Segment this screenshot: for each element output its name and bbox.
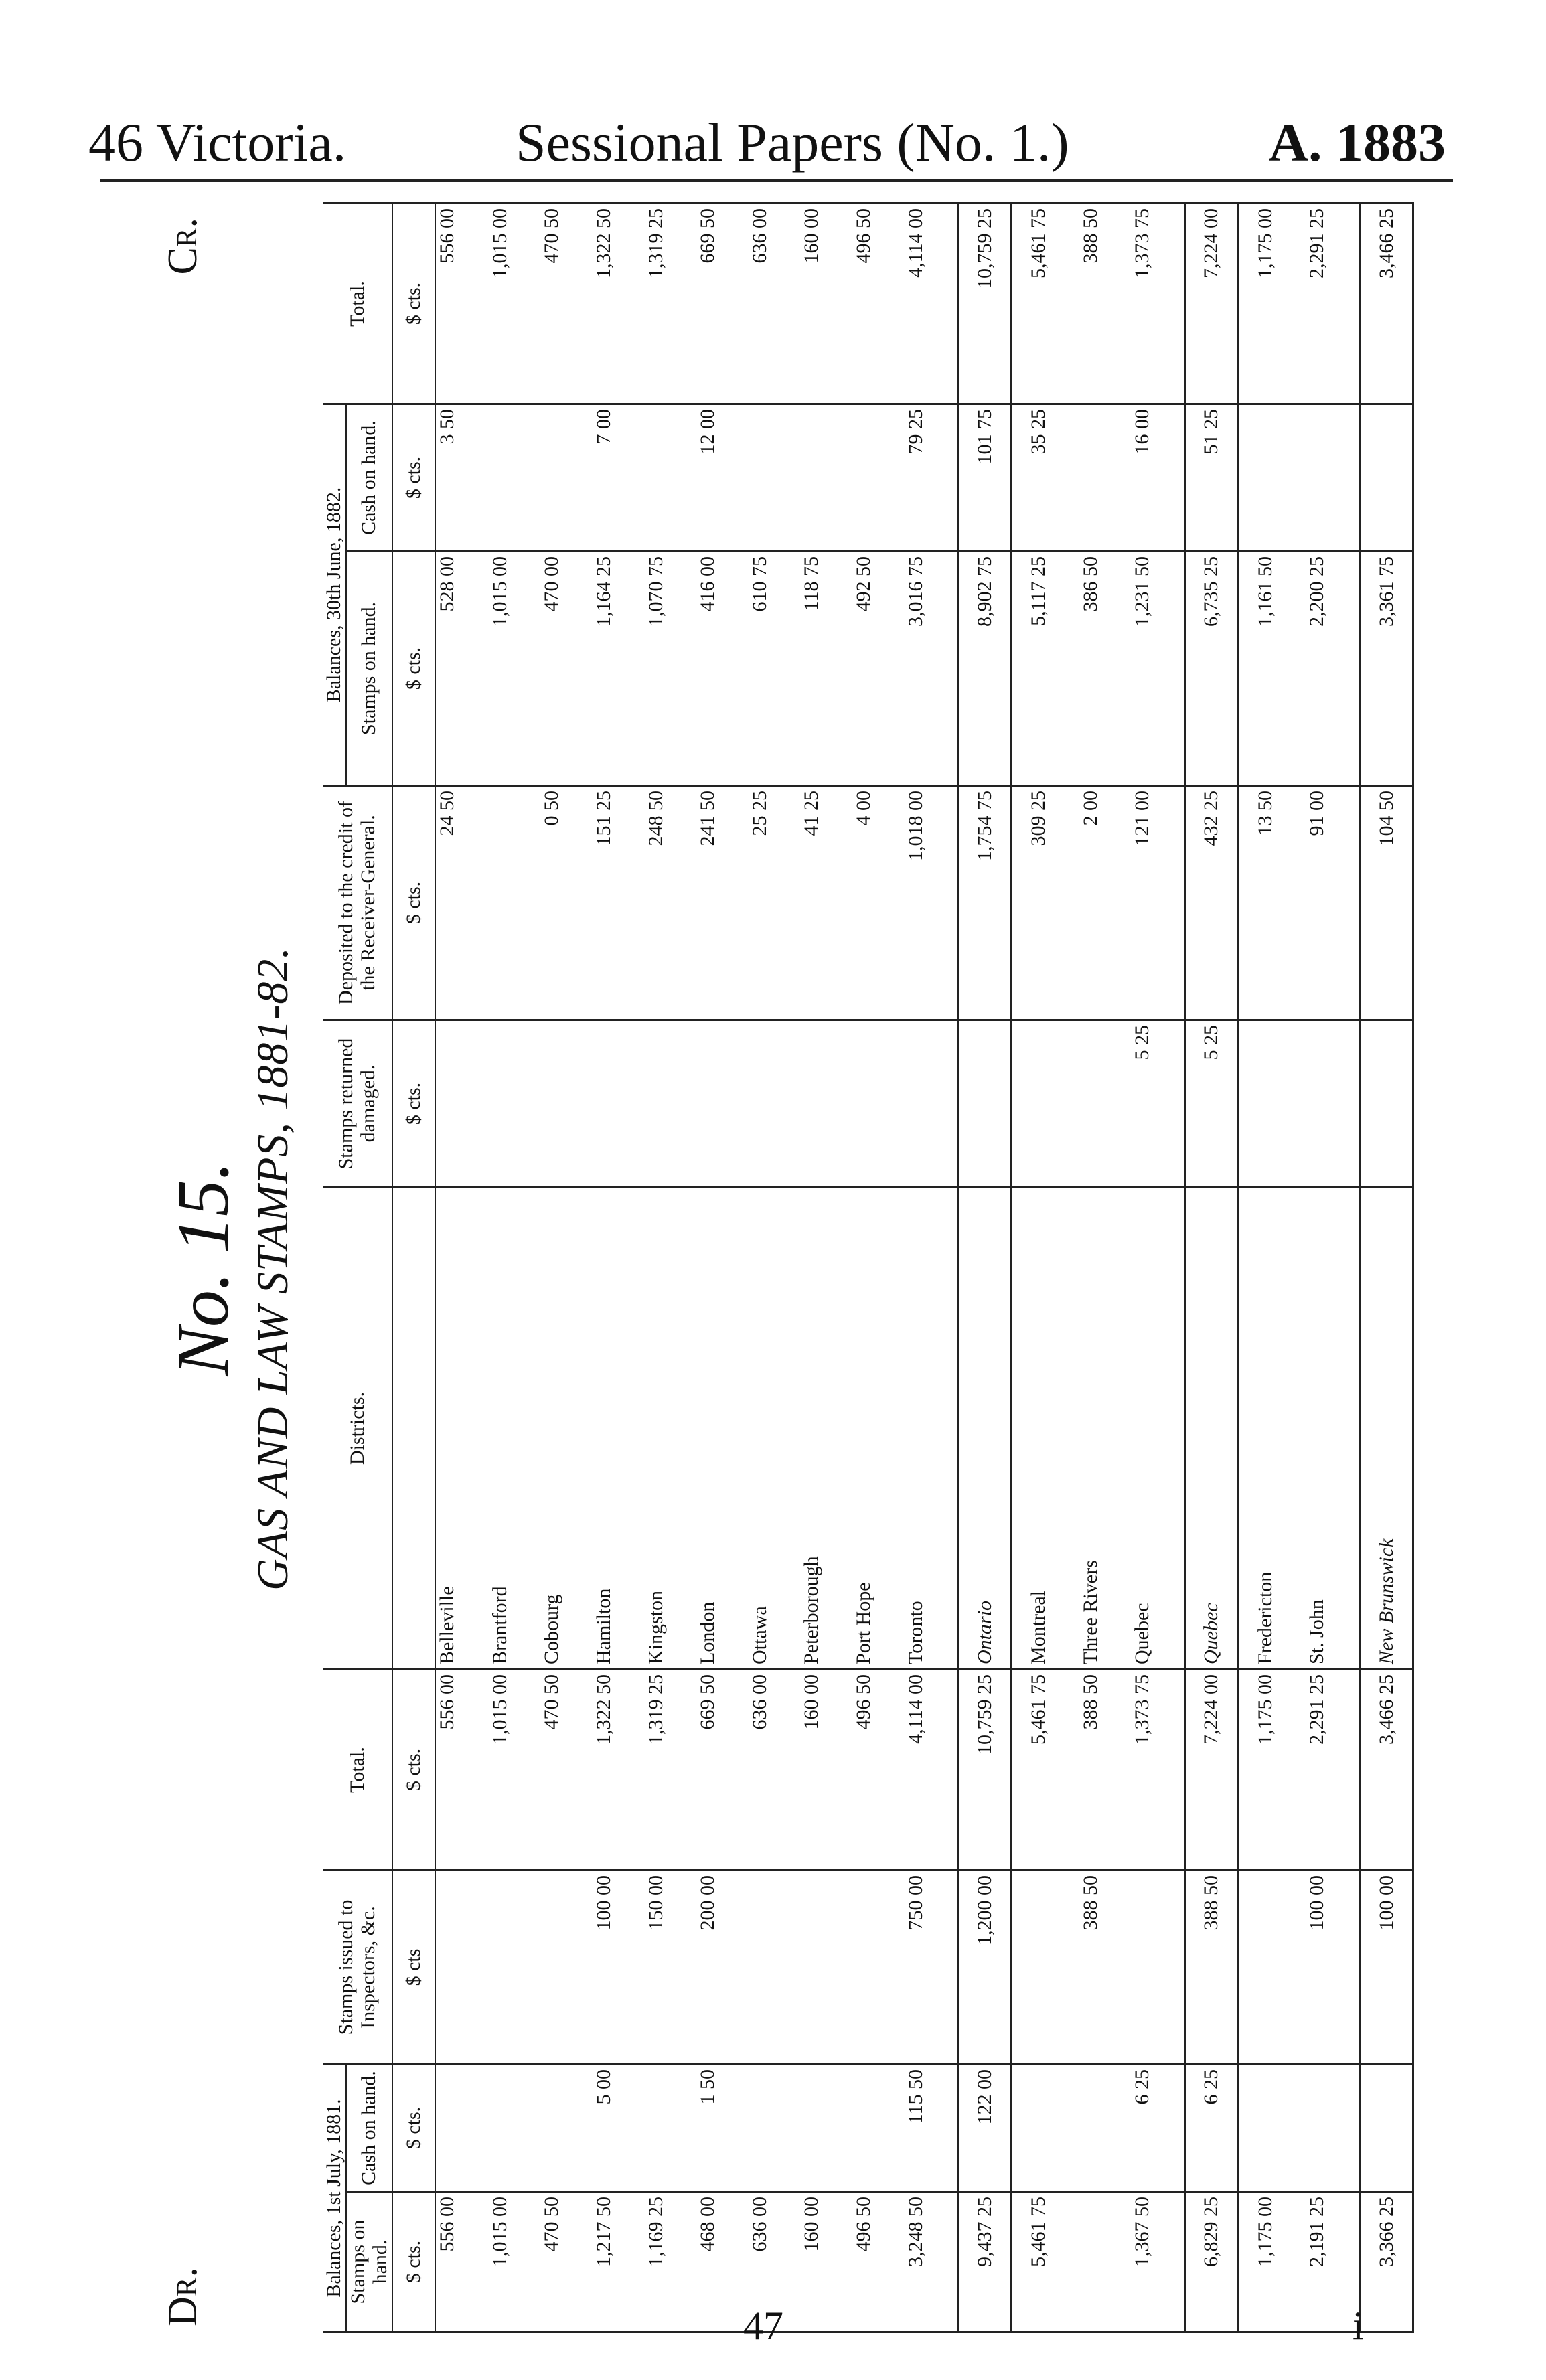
cell-dep: 121 00 — [1131, 785, 1185, 1020]
cell-tot2: 1,319 25 — [645, 203, 697, 404]
unit-header: $ cts. — [392, 2192, 435, 2332]
page-header — [0, 0, 1546, 174]
cell-ecoh — [1254, 404, 1306, 551]
cell-tot2: 3,466 25 — [1361, 203, 1413, 404]
cell-esoh: 528 00 — [435, 551, 489, 785]
cell-dep: 13 50 — [1254, 785, 1306, 1020]
cell-tot2: 496 50 — [852, 203, 905, 404]
cell-coh — [1079, 2064, 1132, 2191]
cell-srd — [749, 1020, 801, 1187]
year-label: A. 1883 — [1268, 112, 1446, 173]
cell-coh — [1027, 2064, 1079, 2191]
cell-som: 1,217 50 — [593, 2192, 645, 2332]
province-total-row — [959, 203, 1012, 2332]
table-row — [905, 203, 959, 2332]
header-total: Total. — [323, 1669, 392, 1870]
header-cash-on-hand: Cash on hand. — [346, 2064, 392, 2191]
cell-ecoh — [852, 404, 905, 551]
table-row — [1131, 203, 1185, 2332]
cell-esoh: 118 75 — [800, 551, 852, 785]
cell-si — [852, 1870, 905, 2064]
table-row — [1254, 203, 1306, 2332]
cell-ecoh — [1306, 404, 1360, 551]
cell-srd — [645, 1020, 697, 1187]
cell-esoh: 3,361 75 — [1361, 551, 1413, 785]
cell-dep: 151 25 — [593, 785, 645, 1020]
cell-dep: 432 25 — [1185, 785, 1238, 1020]
cell-tot2: 1,373 75 — [1131, 203, 1185, 404]
cell-si — [749, 1870, 801, 2064]
table-row — [540, 203, 593, 2332]
cell-district: Toronto — [905, 1187, 959, 1669]
cell-tot: 10,759 25 — [959, 1669, 1012, 1870]
cell-dep: 104 50 — [1361, 785, 1413, 1020]
cell-si: 750 00 — [905, 1870, 959, 2064]
cell-coh: 115 50 — [905, 2064, 959, 2191]
cell-dep: 4 00 — [852, 785, 905, 1020]
signature-mark: i — [1352, 2304, 1364, 2348]
header-stamps-on-hand: Stamps on hand. — [346, 2192, 392, 2332]
cell-som: 556 00 — [435, 2192, 489, 2332]
cell-som: 3,366 25 — [1361, 2192, 1413, 2332]
cell-srd — [593, 1020, 645, 1187]
cell-tot2: 2,291 25 — [1306, 203, 1360, 404]
cell-dep: 0 50 — [540, 785, 593, 1020]
cell-si — [1131, 1870, 1185, 2064]
cell-som: 1,367 50 — [1131, 2192, 1185, 2332]
cell-esoh: 1,164 25 — [593, 551, 645, 785]
cell-district: Cobourg — [540, 1187, 593, 1669]
unit-header: $ cts. — [392, 1669, 435, 1870]
cell-dep: 1,018 00 — [905, 785, 959, 1020]
cell-som: 1,169 25 — [645, 2192, 697, 2332]
cell-tot: 556 00 — [435, 1669, 489, 1870]
cell-district: Quebec — [1131, 1187, 1185, 1669]
cell-tot2: 1,015 00 — [489, 203, 541, 404]
cell-district: Three Rivers — [1079, 1187, 1132, 1669]
cell-tot2: 160 00 — [800, 203, 852, 404]
cell-ecoh — [1079, 404, 1132, 551]
cell-esoh: 386 50 — [1079, 551, 1132, 785]
header-total-cr: Total. — [323, 203, 392, 404]
cell-srd — [489, 1020, 541, 1187]
cell-coh — [1306, 2064, 1360, 2191]
table-row — [749, 203, 801, 2332]
cell-district: New Brunswick — [1361, 1187, 1413, 1669]
cell-esoh: 6,735 25 — [1185, 551, 1238, 785]
cell-srd — [800, 1020, 852, 1187]
table-row — [696, 203, 749, 2332]
unit-header: $ cts. — [392, 404, 435, 551]
credit-label: Cr. — [160, 218, 206, 275]
header-stamps-returned: Stamps returned damaged. — [323, 1020, 392, 1187]
unit-header — [392, 1187, 435, 1669]
table-title: GAS AND LAW STAMPS, 1881-82. — [248, 947, 297, 1591]
cell-si: 100 00 — [1361, 1870, 1413, 2064]
cell-tot2: 556 00 — [435, 203, 489, 404]
cell-dep: 248 50 — [645, 785, 697, 1020]
cell-ecoh: 3 50 — [435, 404, 489, 551]
cell-ecoh: 7 00 — [593, 404, 645, 551]
header-stamps-issued: Stamps issued to Inspectors, &c. — [323, 1870, 392, 2064]
cell-srd — [1361, 1020, 1413, 1187]
cell-ecoh — [1361, 404, 1413, 551]
cell-tot2: 1,322 50 — [593, 203, 645, 404]
cell-coh — [540, 2064, 593, 2191]
cell-coh — [852, 2064, 905, 2191]
cell-district: Fredericton — [1254, 1187, 1306, 1669]
cell-tot: 7,224 00 — [1185, 1669, 1238, 1870]
cell-si: 100 00 — [593, 1870, 645, 2064]
cell-esoh: 492 50 — [852, 551, 905, 785]
rotated-ledger-page — [147, 204, 1419, 2333]
cell-esoh: 416 00 — [696, 551, 749, 785]
cell-tot: 3,466 25 — [1361, 1669, 1413, 1870]
cell-esoh: 610 75 — [749, 551, 801, 785]
cell-si — [540, 1870, 593, 2064]
cell-som: 470 50 — [540, 2192, 593, 2332]
header-balances-start: Balances, 1st July, 1881. — [323, 2064, 346, 2332]
cell-coh — [1361, 2064, 1413, 2191]
cell-srd — [1306, 1020, 1360, 1187]
cell-tot2: 669 50 — [696, 203, 749, 404]
cell-tot: 2,291 25 — [1306, 1669, 1360, 1870]
cell-som — [1079, 2192, 1132, 2332]
cell-tot2: 636 00 — [749, 203, 801, 404]
cell-district: Hamilton — [593, 1187, 645, 1669]
cell-tot: 388 50 — [1079, 1669, 1132, 1870]
cell-srd — [540, 1020, 593, 1187]
cell-si: 1,200 00 — [959, 1870, 1012, 2064]
cell-som: 3,248 50 — [905, 2192, 959, 2332]
cell-tot: 160 00 — [800, 1669, 852, 1870]
spacer-row — [1012, 203, 1028, 2332]
cell-tot: 1,175 00 — [1254, 1669, 1306, 1870]
province-total-row — [1185, 203, 1238, 2332]
cell-coh — [1254, 2064, 1306, 2191]
cell-ecoh: 51 25 — [1185, 404, 1238, 551]
table-row — [435, 203, 489, 2332]
cell-si — [1254, 1870, 1306, 2064]
cell-som: 160 00 — [800, 2192, 852, 2332]
header-rule — [100, 179, 1453, 182]
cell-district: Ottawa — [749, 1187, 801, 1669]
cell-srd — [1079, 1020, 1132, 1187]
cell-coh — [435, 2064, 489, 2191]
header-districts: Districts. — [323, 1187, 392, 1669]
header-end-stamps-on-hand: Stamps on hand. — [346, 551, 392, 785]
cell-tot: 1,319 25 — [645, 1669, 697, 1870]
unit-header: $ cts. — [392, 551, 435, 785]
cell-esoh: 1,161 50 — [1254, 551, 1306, 785]
cell-esoh: 3,016 75 — [905, 551, 959, 785]
cell-si: 100 00 — [1306, 1870, 1360, 2064]
cell-som: 636 00 — [749, 2192, 801, 2332]
cell-srd — [905, 1020, 959, 1187]
cell-dep: 309 25 — [1027, 785, 1079, 1020]
cell-tot2: 7,224 00 — [1185, 203, 1238, 404]
unit-header: $ cts. — [392, 1020, 435, 1187]
cell-district: Quebec — [1185, 1187, 1238, 1669]
cell-dep: 1,754 75 — [959, 785, 1012, 1020]
cell-tot: 4,114 00 — [905, 1669, 959, 1870]
unit-header: $ cts. — [392, 2064, 435, 2191]
stamps-ledger-table — [323, 202, 1414, 2333]
cell-esoh: 5,117 25 — [1027, 551, 1079, 785]
cell-ecoh — [540, 404, 593, 551]
cell-coh — [489, 2064, 541, 2191]
cell-srd — [1254, 1020, 1306, 1187]
cell-district: Peterborough — [800, 1187, 852, 1669]
cell-si — [489, 1870, 541, 2064]
cell-district: Belleville — [435, 1187, 489, 1669]
cell-esoh: 1,231 50 — [1131, 551, 1185, 785]
table-row — [1027, 203, 1079, 2332]
table-row — [489, 203, 541, 2332]
debit-label: Dr. — [160, 2267, 206, 2326]
cell-tot: 470 50 — [540, 1669, 593, 1870]
header-end-cash-on-hand: Cash on hand. — [346, 404, 392, 551]
cell-tot2: 5,461 75 — [1027, 203, 1079, 404]
cell-esoh: 8,902 75 — [959, 551, 1012, 785]
cell-dep — [489, 785, 541, 1020]
table-row — [852, 203, 905, 2332]
province-total-row — [1361, 203, 1413, 2332]
page-number: 47 — [743, 2304, 783, 2348]
cell-coh — [645, 2064, 697, 2191]
cell-ecoh — [800, 404, 852, 551]
document-series: Sessional Papers (No. 1.) — [516, 112, 1069, 173]
unit-header: $ cts. — [392, 785, 435, 1020]
cell-som: 496 50 — [852, 2192, 905, 2332]
ledger-body — [435, 203, 1413, 2332]
cell-ecoh: 101 75 — [959, 404, 1012, 551]
cell-tot: 1,015 00 — [489, 1669, 541, 1870]
cell-district: Port Hope — [852, 1187, 905, 1669]
cell-tot: 496 50 — [852, 1669, 905, 1870]
cell-tot2: 470 50 — [540, 203, 593, 404]
cell-coh: 122 00 — [959, 2064, 1012, 2191]
cell-ecoh — [749, 404, 801, 551]
cell-ecoh: 16 00 — [1131, 404, 1185, 551]
cell-coh: 6 25 — [1185, 2064, 1238, 2191]
cell-ecoh — [645, 404, 697, 551]
cell-tot2: 388 50 — [1079, 203, 1132, 404]
cell-dep: 91 00 — [1306, 785, 1360, 1020]
cell-srd: 5 25 — [1185, 1020, 1238, 1187]
cell-coh: 6 25 — [1131, 2064, 1185, 2191]
spacer-row — [1238, 203, 1254, 2332]
table-row — [800, 203, 852, 2332]
cell-coh — [800, 2064, 852, 2191]
cell-si: 388 50 — [1079, 1870, 1132, 2064]
cell-srd — [435, 1020, 489, 1187]
cell-district: St. John — [1306, 1187, 1360, 1669]
cell-esoh: 2,200 25 — [1306, 551, 1360, 785]
cell-dep: 41 25 — [800, 785, 852, 1020]
cell-srd — [959, 1020, 1012, 1187]
header-balances-end: Balances, 30th June, 1882. — [323, 404, 346, 785]
cell-esoh: 470 00 — [540, 551, 593, 785]
cell-dep: 2 00 — [1079, 785, 1132, 1020]
table-row — [645, 203, 697, 2332]
cell-dep: 24 50 — [435, 785, 489, 1020]
cell-ecoh: 35 25 — [1027, 404, 1079, 551]
cell-som: 468 00 — [696, 2192, 749, 2332]
cell-som: 6,829 25 — [1185, 2192, 1238, 2332]
cell-dep: 241 50 — [696, 785, 749, 1020]
cell-tot: 5,461 75 — [1027, 1669, 1079, 1870]
cell-coh: 1 50 — [696, 2064, 749, 2191]
cell-tot: 636 00 — [749, 1669, 801, 1870]
cell-som: 2,191 25 — [1306, 2192, 1360, 2332]
cell-tot: 669 50 — [696, 1669, 749, 1870]
cell-si: 388 50 — [1185, 1870, 1238, 2064]
cell-srd: 5 25 — [1131, 1020, 1185, 1187]
cell-ecoh: 12 00 — [696, 404, 749, 551]
cell-som: 9,437 25 — [959, 2192, 1012, 2332]
cell-district: Brantford — [489, 1187, 541, 1669]
cell-tot: 1,322 50 — [593, 1669, 645, 1870]
cell-district: Montreal — [1027, 1187, 1079, 1669]
table-number: No. 15. — [162, 1161, 244, 1376]
cell-coh — [749, 2064, 801, 2191]
table-row — [593, 203, 645, 2332]
session-label: 46 Victoria. — [88, 112, 347, 173]
unit-header: $ cts. — [392, 203, 435, 404]
cell-srd — [696, 1020, 749, 1187]
unit-header: $ cts — [392, 1870, 435, 2064]
cell-som: 1,015 00 — [489, 2192, 541, 2332]
cell-ecoh — [489, 404, 541, 551]
cell-si — [1027, 1870, 1079, 2064]
table-row — [1306, 203, 1360, 2332]
cell-tot2: 10,759 25 — [959, 203, 1012, 404]
cell-dep: 25 25 — [749, 785, 801, 1020]
cell-si: 200 00 — [696, 1870, 749, 2064]
cell-district: London — [696, 1187, 749, 1669]
cell-tot: 1,373 75 — [1131, 1669, 1185, 1870]
cell-srd — [852, 1020, 905, 1187]
cell-som: 1,175 00 — [1254, 2192, 1306, 2332]
cell-tot2: 4,114 00 — [905, 203, 959, 404]
cell-si — [435, 1870, 489, 2064]
cell-si: 150 00 — [645, 1870, 697, 2064]
cell-srd — [1027, 1020, 1079, 1187]
cell-district: Ontario — [959, 1187, 1012, 1669]
header-deposited: Deposited to the credit of the Receiver-General. — [323, 785, 392, 1020]
cell-ecoh: 79 25 — [905, 404, 959, 551]
cell-tot2: 1,175 00 — [1254, 203, 1306, 404]
cell-district: Kingston — [645, 1187, 697, 1669]
cell-esoh: 1,015 00 — [489, 551, 541, 785]
cell-si — [800, 1870, 852, 2064]
table-row — [1079, 203, 1132, 2332]
cell-som: 5,461 75 — [1027, 2192, 1079, 2332]
cell-esoh: 1,070 75 — [645, 551, 697, 785]
cell-coh: 5 00 — [593, 2064, 645, 2191]
